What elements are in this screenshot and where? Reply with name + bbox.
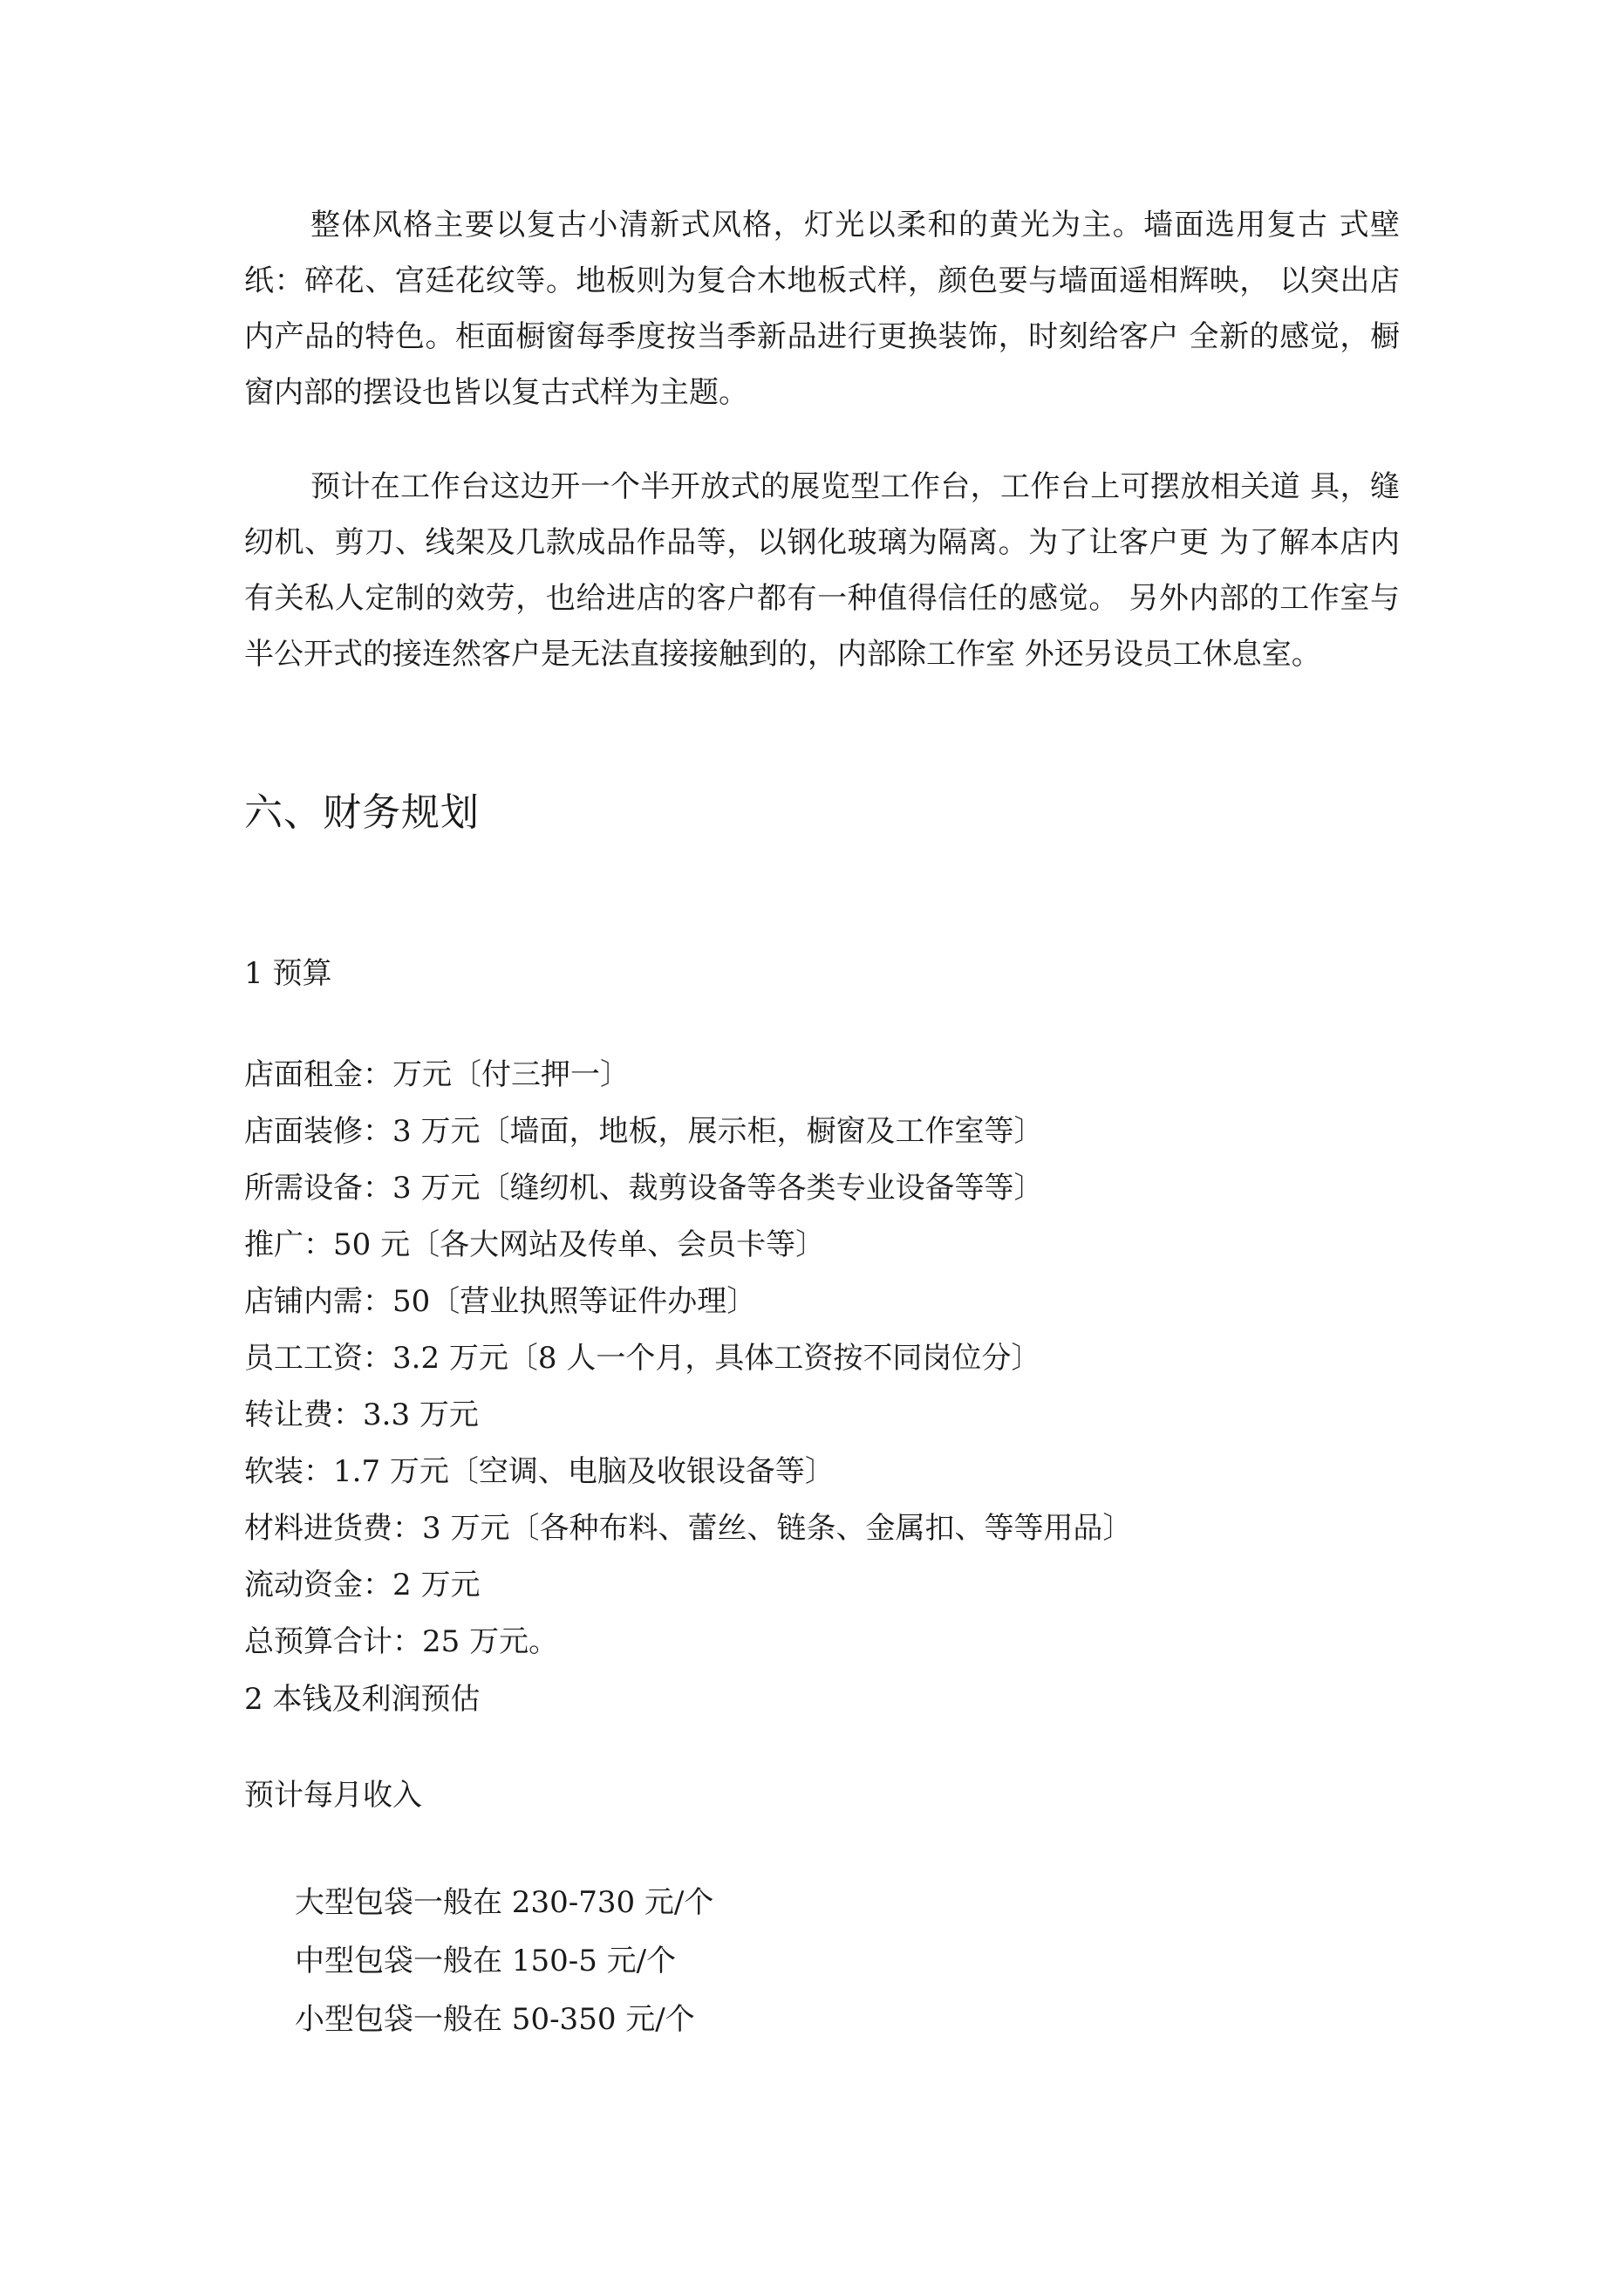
income-item-large-bag: 大型包袋一般在 230-730 元/个 [295,1885,714,1920]
budget-item-salary: 员工工资：3.2 万元〔8 人一个月，具体工资按不同岗位分〕 [244,1341,1041,1376]
section-heading-finance: 六、财务规划 [244,790,480,835]
budget-item-promotion: 推广：50 元〔各大网站及传单、会员卡等〕 [244,1227,826,1262]
income-list [295,1874,713,2049]
budget-item-total: 总预算合计：25 万元。 [244,1624,559,1659]
budget-item-decoration: 店面装修：3 万元〔墙面，地板，展示柜，橱窗及工作室等〕 [244,1114,1044,1149]
budget-item-transfer-fee: 转让费：3.3 万元 [244,1397,479,1432]
income-item-small-bag: 小型包袋一般在 50-350 元/个 [295,2002,695,2037]
budget-item-rent: 店面租金：万元〔付三押一〕 [244,1057,630,1092]
budget-list [244,1047,1132,1671]
style-paragraph: 整体风格主要以复古小清新式风格，灯光以柔和的黄光为主。墙面选用复古 式壁纸：碎花、宫廷花纹等。地板则为复合木地板式样，颜色要与墙面遥相辉映， 以突出店内产品的特色。柜面橱窗每季度按当季新品进行更换装饰，时刻给客户 全新的感觉，橱窗内部的摆设也皆以复古式样为主题。 [244,208,1400,410]
budget-item-soft-furnishing: 软装：1.7 万元〔空调、电脑及收银设备等〕 [244,1454,835,1489]
budget-item-working-capital: 流动资金：2 万元 [244,1568,481,1602]
budget-heading: 1 预算 [244,956,332,991]
budget-item-licenses: 店铺内需：50〔营业执照等证件办理〕 [244,1284,757,1319]
profit-heading: 2 本钱及利润预估 [244,1682,481,1717]
workbench-paragraph: 预计在工作台这边开一个半开放式的展览型工作台，工作台上可摆放相关道 具，缝纫机、剪刀、线架及几款成品作品等，以钢化玻璃为隔离。为了让客户更 为了解本店内有关私人定制的效劳，也给进店的客户都有一种值得信任的感觉。 另外内部的工作室与半公开式的接连然客户是无法直接接触到的，内部除工作室 外还另设员工休息室。 [244,469,1400,672]
budget-item-materials: 材料进货费：3 万元〔各种布料、蕾丝、链条、金属扣、等等用品〕 [244,1511,1133,1546]
income-item-medium-bag: 中型包袋一般在 150-5 元/个 [295,1944,677,1978]
budget-item-equipment: 所需设备：3 万元〔缝纫机、裁剪设备等各类专业设备等等〕 [244,1171,1044,1206]
income-heading: 预计每月收入 [244,1778,422,1813]
